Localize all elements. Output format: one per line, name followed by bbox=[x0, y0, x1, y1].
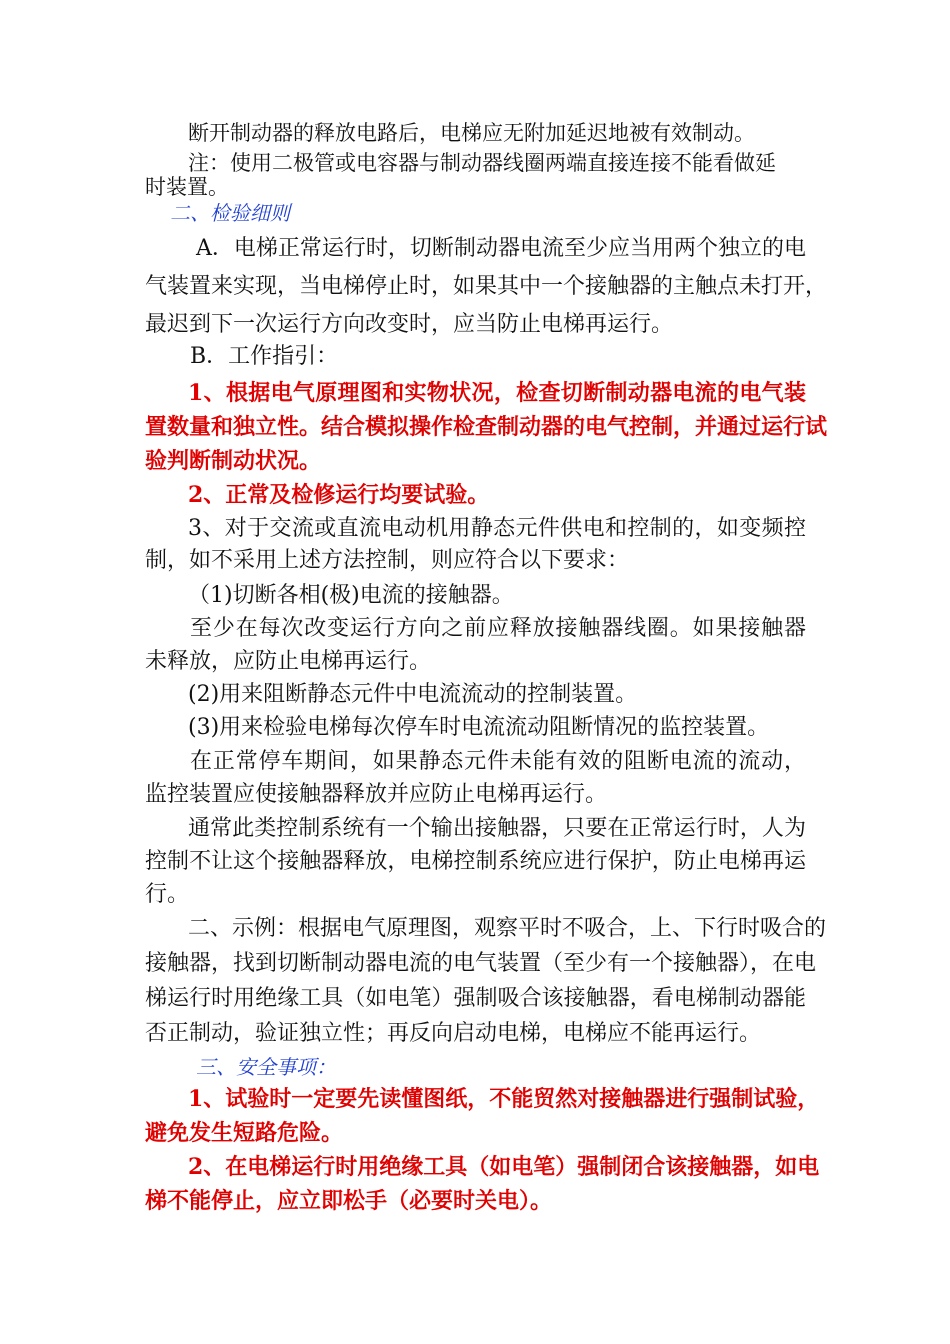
paragraph-usual-line-3: 行。 bbox=[145, 882, 190, 907]
paragraph-brake-release: 断开制动器的释放电路后，电梯应无附加延迟地被有效制动。 bbox=[188, 121, 755, 145]
sub-item-1-text-line-2: 未释放，应防止电梯再运行。 bbox=[145, 649, 432, 674]
heading-safety-items: 三、安全事项： bbox=[196, 1055, 336, 1079]
paragraph-a-line-2: 气装置来实现，当电梯停止时，如果其中一个接触器的主触点未打开， bbox=[145, 274, 828, 299]
example-line-2: 接触器，找到切断制动器电流的电气装置（至少有一个接触器），在电 bbox=[145, 951, 817, 976]
sub-item-2: (2)用来阻断静态元件中电流流动的控制装置。 bbox=[188, 682, 638, 707]
safety-1-line-2: 避免发生短路危险。 bbox=[145, 1120, 344, 1146]
paragraph-a-line-1: A．电梯正常运行时，切断制动器电流至少应当用两个独立的电 bbox=[196, 236, 806, 261]
paragraph-usual-line-2: 控制不让这个接触器释放，电梯控制系统应进行保护，防止电梯再运 bbox=[145, 849, 806, 874]
safety-2-line-1: 2、在电梯运行时用绝缘工具（如电笔）强制闭合该接触器，如电 bbox=[188, 1154, 820, 1180]
sub-item-1-text-line-1: 至少在每次改变运行方向之前应释放接触器线圈。如果接触器 bbox=[190, 616, 806, 641]
item-1-line-1: 1、根据电气原理图和实物状况，检查切断制动器电流的电气装 bbox=[188, 380, 806, 406]
safety-1-line-1: 1、试验时一定要先读懂图纸，不能贸然对接触器进行强制试验， bbox=[188, 1086, 820, 1112]
item-3-line-2: 制，如不采用上述方法控制，则应符合以下要求： bbox=[145, 548, 630, 573]
sub-item-3-text-line-1: 在正常停车期间，如果静态元件未能有效的阻断电流的流动， bbox=[190, 749, 806, 774]
paragraph-usual-line-1: 通常此类控制系统有一个输出接触器，只要在正常运行时，人为 bbox=[188, 816, 806, 841]
item-2: 2、正常及检修运行均要试验。 bbox=[188, 482, 490, 508]
item-1-line-3: 验判断制动状况。 bbox=[145, 448, 322, 474]
paragraph-b-heading: B．工作指引： bbox=[190, 344, 339, 369]
note-line-1: 注：使用二极管或电容器与制动器线圈两端直接连接不能看做延 bbox=[188, 151, 776, 175]
paragraph-a-line-3: 最迟到下一次运行方向改变时，应当防止电梯再运行。 bbox=[145, 312, 674, 337]
safety-2-line-2: 梯不能停止，应立即松手（必要时关电）。 bbox=[145, 1188, 553, 1214]
sub-item-3: (3)用来检验电梯每次停车时电流流动阻断情况的监控装置。 bbox=[188, 715, 770, 740]
note-line-2: 时装置。 bbox=[145, 175, 229, 199]
example-line-3: 梯运行时用绝缘工具（如电笔）强制吸合该接触器，看电梯制动器能 bbox=[145, 986, 806, 1011]
example-line-1: 二、示例：根据电气原理图，观察平时不吸合，上、下行时吸合的 bbox=[188, 916, 827, 941]
heading-inspection-rules: 二、检验细则 bbox=[170, 201, 290, 225]
sub-item-1: （1)切断各相(极)电流的接触器。 bbox=[188, 583, 514, 608]
sub-item-3-text-line-2: 监控装置应使接触器释放并应防止电梯再运行。 bbox=[145, 782, 608, 807]
example-line-4: 否正制动，验证独立性；再反向启动电梯，电梯应不能再运行。 bbox=[145, 1021, 762, 1046]
item-3-line-1: 3、对于交流或直流电动机用静态元件供电和控制的，如变频控 bbox=[188, 516, 806, 541]
item-1-line-2: 置数量和独立性。结合模拟操作检查制动器的电气控制，并通过运行试 bbox=[145, 414, 828, 440]
